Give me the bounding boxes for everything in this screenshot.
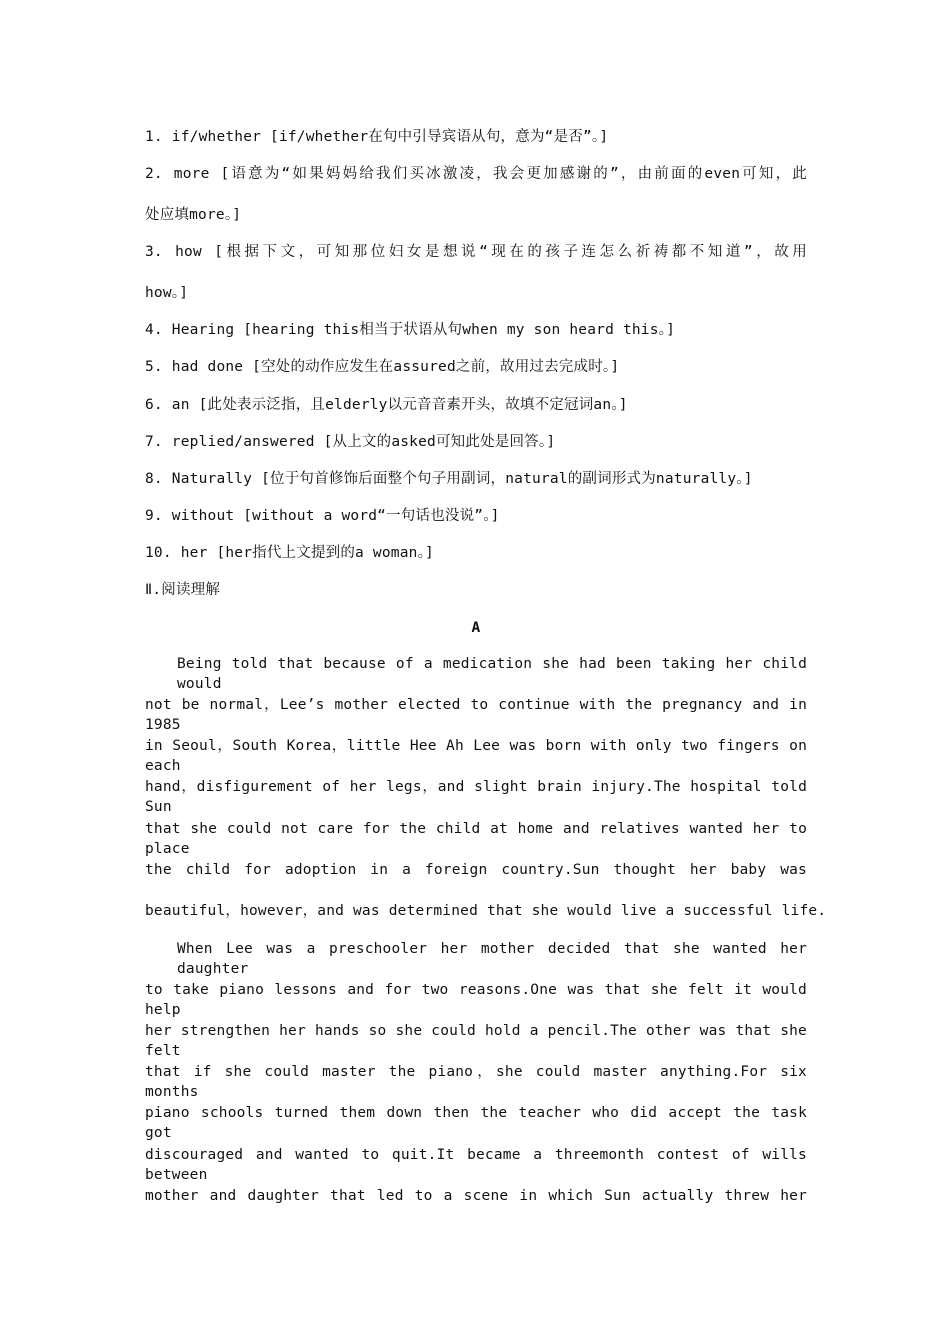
paragraph-2-line: her strengthen her hands so she could hold a pencil.The other was that she felt xyxy=(145,1023,807,1059)
paragraph-1-line: beautiful，however，and was determined that she would live a successful life. xyxy=(145,903,827,919)
answer-7: 7. replied/answered [从上文的asked可知此处是回答。] xyxy=(145,434,556,450)
paragraph-2-line: piano schools turned them down then the teacher who did accept the task got xyxy=(145,1105,807,1141)
passage-label: A xyxy=(471,620,481,636)
answer-2: 2. more [语意为“如果妈妈给我们买冰激凌，我会更加感谢的”，由前面的even可知，此 xyxy=(145,166,807,182)
answer-3: 3. how [根据下文，可知那位妇女是想说“现在的孩子连怎么祈祷都不知道”，故用 xyxy=(145,244,807,260)
answer-3-cont: how。] xyxy=(145,285,189,301)
answer-10: 10. her [her指代上文提到的a woman。] xyxy=(145,545,434,561)
paragraph-2-line: discouraged and wanted to quit.It became a threemonth contest of wills between xyxy=(145,1147,807,1183)
answer-9: 9. without [without a word“一句话也没说”。] xyxy=(145,508,500,524)
answer-4: 4. Hearing [hearing this相当于状语从句when my son heard this。] xyxy=(145,322,676,338)
paragraph-1-line: that she could not care for the child at home and relatives wanted her to place xyxy=(145,821,807,857)
paragraph-2-line: mother and daughter that led to a scene in which Sun actually threw her xyxy=(145,1188,807,1204)
answer-6: 6. an [此处表示泛指，且elderly以元音音素开头，故填不定冠词an。] xyxy=(145,397,628,413)
paragraph-1-line: the child for adoption in a foreign country.Sun thought her baby was xyxy=(145,862,807,878)
answer-5: 5. had done [空处的动作应发生在assured之前，故用过去完成时。] xyxy=(145,359,620,375)
paragraph-2-line: When Lee was a preschooler her mother decided that she wanted her daughter xyxy=(177,941,807,977)
paragraph-1-line: hand，disfigurement of her legs，and slight brain injury.The hospital told Sun xyxy=(145,779,807,815)
paragraph-2-line: to take piano lessons and for two reasons.One was that she felt it would help xyxy=(145,982,807,1018)
paragraph-1-line: Being told that because of a medication she had been taking her child would xyxy=(177,656,807,692)
answer-8: 8. Naturally [位于句首修饰后面整个句子用副词，natural的副词形式为naturally。] xyxy=(145,471,753,487)
answer-2-cont: 处应填more。] xyxy=(145,207,242,223)
answer-1: 1. if/whether [if/whether在句中引导宾语从句，意为“是否”。] xyxy=(145,129,609,145)
paragraph-1-line: not be normal，Lee’s mother elected to continue with the pregnancy and in 1985 xyxy=(145,697,807,733)
section-heading: Ⅱ.阅读理解 xyxy=(145,582,221,598)
paragraph-1-line: in Seoul，South Korea，little Hee Ah Lee was born with only two fingers on each xyxy=(145,738,807,774)
paragraph-2-line: that if she could master the piano，she could master anything.For six months xyxy=(145,1064,807,1100)
